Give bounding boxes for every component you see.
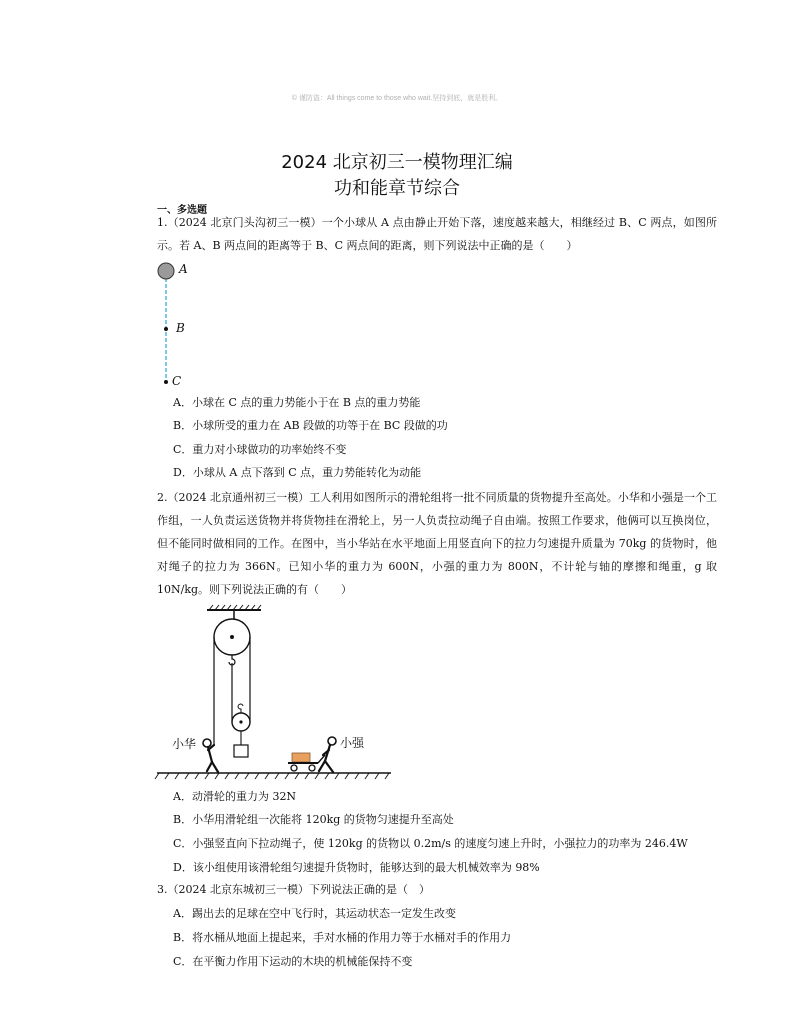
document-title: 2024 北京初三一模物理汇编: [281, 152, 513, 173]
question-1-option-b: B．小球所受的重力在 AB 段做的功等于在 BC 段做的功: [173, 419, 448, 432]
question-2-option-d: D．该小组使用该滑轮组匀速提升货物时，能够达到的最大机械效率为 98%: [173, 861, 540, 874]
question-3-option-c: C．在平衡力作用下运动的木块的机械能保持不变: [173, 955, 413, 968]
cargo-on-cart: [292, 753, 310, 762]
document-subtitle: 功和能章节综合: [334, 178, 460, 199]
question-1-stem: 1.（2024 北京门头沟初三一模）一个小球从 A 点由静止开始下落，速度越来越大，相继经过 B、C 两点，如图所示。若 A、B 两点间的距离等于 B、C 两点间的距离，则下列说法中正确的是（ ）: [157, 216, 717, 252]
question-2-option-c: C．小强竖直向下拉动绳子，使 120kg 的货物以 0.2m/s 的速度匀速上升时，小强拉力的功率为 246.4W: [173, 837, 688, 850]
question-2-option-b: B．小华用滑轮组一次能将 120kg 的货物匀速提升至高处: [173, 813, 454, 826]
question-1-option-c: C．重力对小球做功的功率始终不变: [173, 443, 347, 456]
point-c-dot: [164, 380, 168, 384]
question-2-stem: 2.（2024 北京通州初三一模）工人利用如图所示的滑轮组将一批不同质量的货物提升至高处。小华和小强是一个工作组，一人负责运送货物并将货物挂在滑轮上，另一人负责拉动绳子自由端。按照工作要求，他俩可以互换岗位，但不能同时做相同的工作。在图中，当小华站在水平地面上用竖直向下的拉力匀速提升质量为 70kg 的货物时，他对绳子的拉力为 366N。已知小华的重力为 600N，小强的重力为 800N，不计轮与轴的摩擦和绳重，g 取 10N/kg。则下列说法正确的有（ ）: [157, 491, 721, 596]
pulley-system-figure: [155, 605, 395, 785]
person-xiaoqiang-icon: [319, 737, 336, 772]
label-xiaohua: 小华: [172, 737, 197, 751]
question-3-option-a: A．踢出去的足球在空中飞行时，其运动状态一定发生改变: [173, 907, 456, 920]
point-b-dot: [164, 327, 168, 331]
section-heading: 一、多选题: [157, 205, 207, 216]
person-xiaohua-icon: [203, 739, 218, 772]
ball-icon: [158, 263, 174, 279]
question-3-option-b: B．将水桶从地面上提起来，手对水桶的作用力等于水桶对手的作用力: [173, 931, 512, 944]
label-a: A: [179, 262, 188, 276]
question-1-option-d: D．小球从 A 点下落到 C 点，重力势能转化为动能: [173, 466, 422, 479]
question-2-option-a: A．动滑轮的重力为 32N: [173, 790, 297, 803]
watermark: © 谨防盗：All things come to those who wait.坚持到底，就是胜利。: [291, 95, 503, 102]
question-1-option-a: A．小球在 C 点的重力势能小于在 B 点的重力势能: [173, 396, 421, 409]
label-xiaoqiang: 小强: [340, 736, 365, 750]
label-c: C: [172, 374, 182, 388]
hanging-cargo: [234, 745, 248, 757]
question-3-stem: 3.（2024 北京东城初三一模）下列说法正确的是（ ）: [157, 883, 430, 896]
label-b: B: [176, 321, 185, 335]
